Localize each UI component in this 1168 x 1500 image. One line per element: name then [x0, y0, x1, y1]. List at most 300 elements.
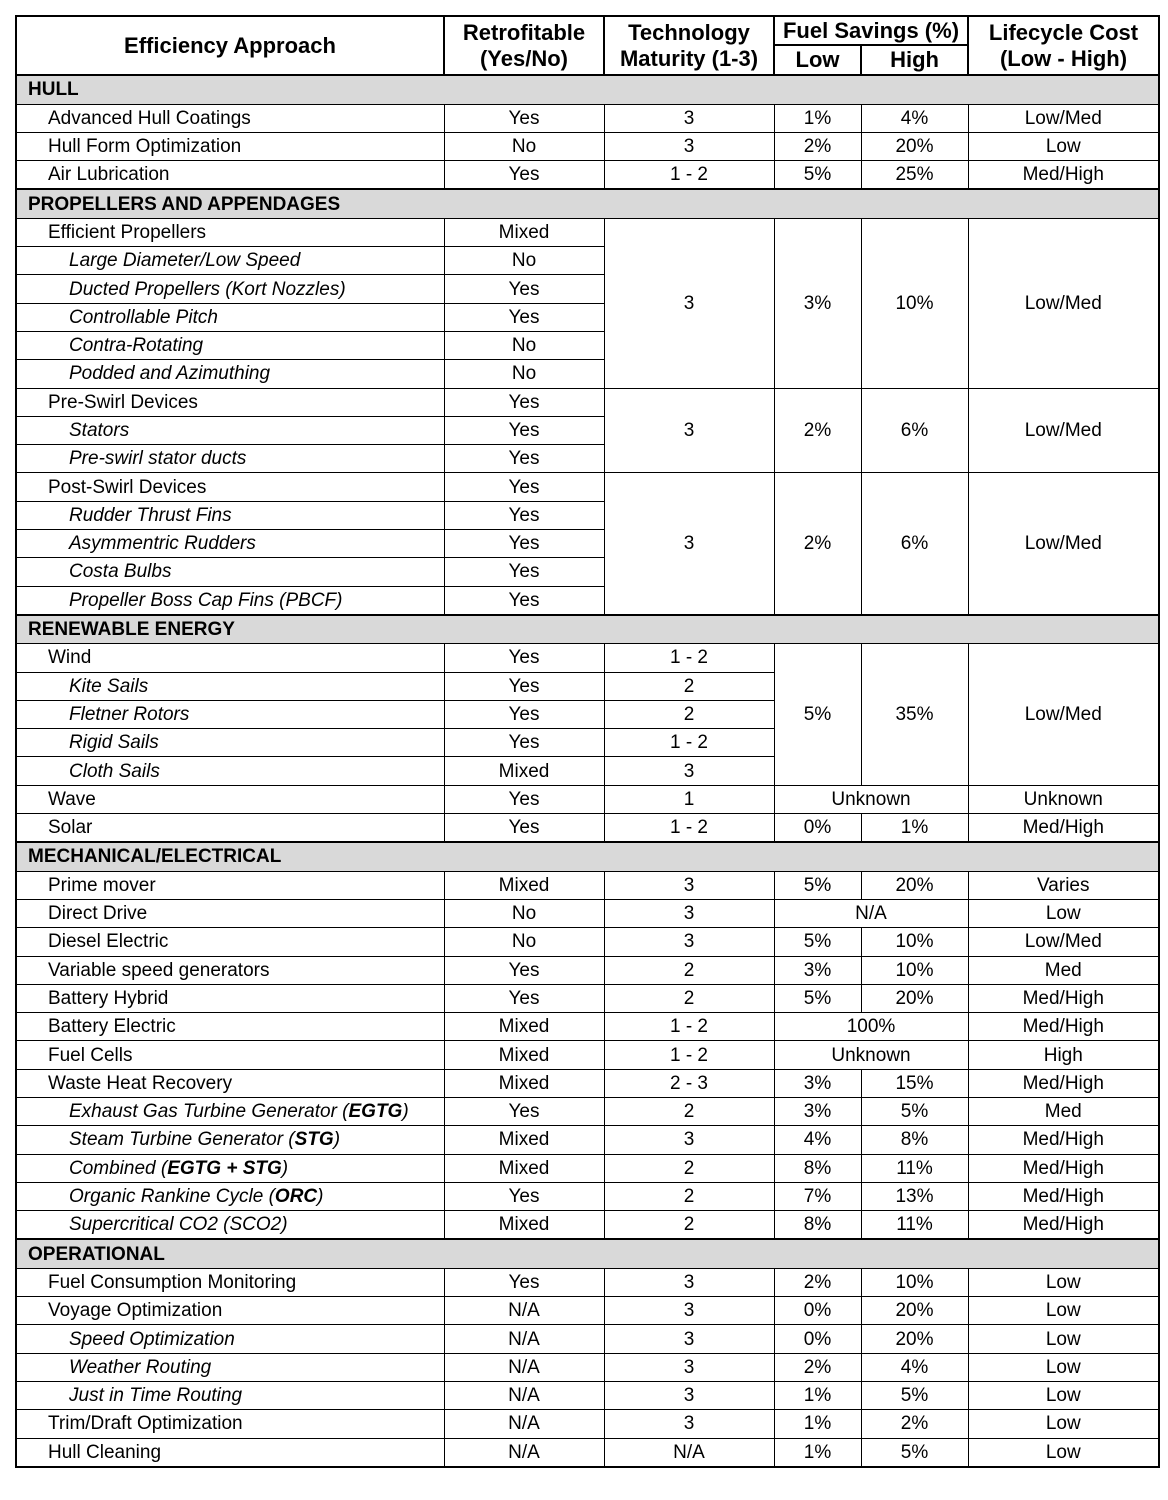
retrofitable-cell: Yes [444, 785, 604, 813]
maturity-cell: 3 [604, 1297, 774, 1325]
approach-name [16, 331, 444, 359]
table-row [16, 388, 1159, 416]
approach-label: Asymmentric Rudders [69, 533, 256, 555]
savings-high-cell: 8% [861, 1126, 968, 1154]
approach-label: Fletner Rotors [69, 703, 190, 725]
table-header [16, 16, 1159, 75]
savings-low-cell: 1% [774, 104, 861, 132]
approach-name [16, 132, 444, 160]
approach-name [16, 984, 444, 1012]
maturity-cell: 1 - 2 [604, 814, 774, 843]
approach-name [16, 473, 444, 501]
approach-name [16, 360, 444, 388]
maturity-cell: 3 [604, 132, 774, 160]
retrofitable-cell: N/A [444, 1353, 604, 1381]
retrofitable-cell: No [444, 331, 604, 359]
maturity-cell: N/A [604, 1438, 774, 1467]
retrofitable-cell: Yes [444, 586, 604, 615]
savings-low-cell: 2% [774, 1268, 861, 1296]
retrofitable-cell: Yes [444, 956, 604, 984]
retrofitable-cell: Yes [444, 416, 604, 444]
approach-name [16, 445, 444, 473]
fuel-savings-cell: 100% [774, 1013, 968, 1041]
approach-name [16, 1325, 444, 1353]
efficiency-approaches-table [15, 15, 1160, 1468]
maturity-cell: 2 [604, 984, 774, 1012]
approach-label: Hull Form Optimization [48, 136, 242, 158]
table-subrow [16, 1381, 1159, 1409]
maturity-cell: 1 - 2 [604, 1013, 774, 1041]
approach-label-suffix: ) [402, 1101, 409, 1123]
savings-high-cell: 15% [861, 1069, 968, 1097]
section-header-row [16, 189, 1159, 218]
approach-label: Wind [48, 647, 92, 669]
approach-label: Pre-Swirl Devices [48, 391, 198, 413]
savings-low-cell: 3% [774, 218, 861, 388]
approach-label: Rigid Sails [69, 732, 159, 754]
retrofitable-cell: Yes [444, 700, 604, 728]
maturity-cell: 2 [604, 700, 774, 728]
retrofitable-cell: Yes [444, 1182, 604, 1210]
retrofitable-cell: Yes [444, 501, 604, 529]
table-subrow [16, 1154, 1159, 1182]
retrofitable-cell: N/A [444, 1410, 604, 1438]
lifecycle-cost-cell: Low [968, 899, 1159, 927]
maturity-cell: 2 [604, 956, 774, 984]
savings-high-cell: 1% [861, 814, 968, 843]
approach-name [16, 956, 444, 984]
retrofitable-cell: N/A [444, 1381, 604, 1409]
approach-label: Post-Swirl Devices [48, 476, 207, 498]
savings-high-cell: 6% [861, 473, 968, 615]
approach-label: Prime mover [48, 874, 156, 896]
savings-high-cell: 11% [861, 1211, 968, 1240]
retrofitable-cell: Yes [444, 161, 604, 190]
approach-name [16, 586, 444, 615]
approach-label: Variable speed generators [48, 959, 270, 981]
table-subrow [16, 1211, 1159, 1240]
maturity-cell: 3 [604, 1410, 774, 1438]
approach-name [16, 1182, 444, 1210]
approach-name [16, 161, 444, 190]
approach-label: Steam Turbine Generator ( [69, 1129, 295, 1151]
approach-label: Hull Cleaning [48, 1441, 162, 1463]
maturity-cell: 3 [604, 1126, 774, 1154]
table-row [16, 218, 1159, 246]
retrofitable-cell: No [444, 928, 604, 956]
table-row [16, 104, 1159, 132]
table-row [16, 644, 1159, 672]
retrofitable-cell: Yes [444, 275, 604, 303]
maturity-cell: 1 - 2 [604, 161, 774, 190]
approach-name [16, 672, 444, 700]
approach-label: Battery Electric [48, 1016, 176, 1038]
approach-label: Voyage Optimization [48, 1300, 223, 1322]
lifecycle-cost-cell: Low [968, 1268, 1159, 1296]
approach-name [16, 247, 444, 275]
savings-low-cell: 1% [774, 1410, 861, 1438]
lifecycle-cost-cell: Low/Med [968, 388, 1159, 473]
approach-label-suffix: ) [281, 1157, 289, 1179]
savings-low-cell: 3% [774, 956, 861, 984]
approach-abbreviation: EGTG + STG [167, 1157, 282, 1179]
table-row [16, 956, 1159, 984]
approach-name [16, 1013, 444, 1041]
approach-label: Weather Routing [69, 1356, 212, 1378]
table-row [16, 928, 1159, 956]
approach-label: Wave [48, 788, 96, 810]
approach-name [16, 1097, 444, 1125]
section-header-row [16, 75, 1159, 104]
approach-label: Controllable Pitch [69, 306, 218, 328]
retrofitable-cell: No [444, 132, 604, 160]
savings-low-cell: 0% [774, 1325, 861, 1353]
retrofitable-cell: Yes [444, 104, 604, 132]
savings-low-cell: 8% [774, 1154, 861, 1182]
savings-low-cell: 2% [774, 473, 861, 615]
lifecycle-cost-cell: Low/Med [968, 473, 1159, 615]
retrofitable-cell: Yes [444, 672, 604, 700]
retrofitable-cell: Mixed [444, 757, 604, 785]
header-retrofitable: Retrofitable (Yes/No) [444, 16, 604, 75]
retrofitable-cell: No [444, 899, 604, 927]
retrofitable-cell: No [444, 247, 604, 275]
retrofitable-cell: Yes [444, 1268, 604, 1296]
approach-label: Trim/Draft Optimization [48, 1413, 243, 1435]
retrofitable-cell: Yes [444, 388, 604, 416]
approach-label: Kite Sails [69, 675, 149, 697]
approach-name [16, 1268, 444, 1296]
savings-high-cell: 20% [861, 1325, 968, 1353]
savings-low-cell: 2% [774, 388, 861, 473]
approach-label: Speed Optimization [69, 1328, 235, 1350]
maturity-cell: 2 - 3 [604, 1069, 774, 1097]
approach-name [16, 1211, 444, 1240]
savings-low-cell: 5% [774, 644, 861, 785]
approach-abbreviation: EGTG [348, 1101, 403, 1123]
table-body [16, 75, 1159, 1467]
table-row [16, 871, 1159, 899]
approach-label: Just in Time Routing [69, 1385, 243, 1407]
approach-name [16, 275, 444, 303]
savings-low-cell: 5% [774, 984, 861, 1012]
maturity-cell: 2 [604, 1211, 774, 1240]
retrofitable-cell: Yes [444, 644, 604, 672]
lifecycle-cost-cell: Varies [968, 871, 1159, 899]
approach-label: Fuel Consumption Monitoring [48, 1271, 297, 1293]
table-row [16, 1268, 1159, 1296]
section-title: RENEWABLE ENERGY [16, 615, 1159, 644]
approach-name [16, 501, 444, 529]
savings-high-cell: 35% [861, 644, 968, 785]
savings-high-cell: 20% [861, 984, 968, 1012]
approach-name [16, 1041, 444, 1069]
approach-label: Exhaust Gas Turbine Generator ( [69, 1101, 349, 1123]
table-row [16, 814, 1159, 843]
savings-high-cell: 10% [861, 1268, 968, 1296]
header-efficiency-approach: Efficiency Approach [16, 16, 444, 75]
savings-high-cell: 2% [861, 1410, 968, 1438]
section-title: MECHANICAL/ELECTRICAL [16, 842, 1159, 871]
savings-low-cell: 4% [774, 1126, 861, 1154]
approach-label: Propeller Boss Cap Fins (PBCF) [69, 589, 343, 611]
savings-low-cell: 1% [774, 1381, 861, 1409]
approach-label: Ducted Propellers (Kort Nozzles) [69, 278, 346, 300]
approach-name [16, 1297, 444, 1325]
table-subrow [16, 1325, 1159, 1353]
savings-low-cell: 3% [774, 1069, 861, 1097]
approach-label: Battery Hybrid [48, 987, 169, 1009]
approach-name [16, 899, 444, 927]
retrofitable-cell: Yes [444, 729, 604, 757]
section-title: OPERATIONAL [16, 1239, 1159, 1268]
approach-name [16, 218, 444, 246]
lifecycle-cost-cell: Med/High [968, 984, 1159, 1012]
approach-name [16, 1154, 444, 1182]
approach-label: Large Diameter/Low Speed [69, 250, 301, 272]
savings-high-cell: 25% [861, 161, 968, 190]
approach-name [16, 104, 444, 132]
lifecycle-cost-cell: Med/High [968, 1182, 1159, 1210]
approach-abbreviation: STG [294, 1129, 334, 1151]
retrofitable-cell: Yes [444, 984, 604, 1012]
lifecycle-cost-cell: Low [968, 1297, 1159, 1325]
approach-name [16, 303, 444, 331]
lifecycle-cost-cell: Low [968, 1438, 1159, 1467]
retrofitable-cell: Yes [444, 445, 604, 473]
table-row [16, 1438, 1159, 1467]
table-subrow [16, 1097, 1159, 1125]
approach-label: Advanced Hull Coatings [48, 107, 251, 129]
approach-label: Contra-Rotating [69, 335, 204, 357]
lifecycle-cost-cell: Low [968, 1353, 1159, 1381]
lifecycle-cost-cell: Med/High [968, 1069, 1159, 1097]
retrofitable-cell: Mixed [444, 871, 604, 899]
header-savings-low: Low [774, 45, 861, 75]
maturity-cell: 3 [604, 757, 774, 785]
lifecycle-cost-cell: Med [968, 1097, 1159, 1125]
maturity-cell: 3 [604, 1268, 774, 1296]
approach-name [16, 785, 444, 813]
header-savings-high: High [861, 45, 968, 75]
table-row [16, 1069, 1159, 1097]
approach-label-suffix: ) [333, 1129, 341, 1151]
lifecycle-cost-cell: Low/Med [968, 928, 1159, 956]
lifecycle-cost-cell: Med [968, 956, 1159, 984]
lifecycle-cost-cell: High [968, 1041, 1159, 1069]
maturity-cell: 2 [604, 672, 774, 700]
savings-low-cell: 0% [774, 1297, 861, 1325]
savings-high-cell: 11% [861, 1154, 968, 1182]
approach-label: Costa Bulbs [69, 561, 172, 583]
header-lifecycle-cost: Lifecycle Cost (Low - High) [968, 16, 1159, 75]
retrofitable-cell: Mixed [444, 1069, 604, 1097]
approach-name [16, 644, 444, 672]
retrofitable-cell: Mixed [444, 1013, 604, 1041]
approach-name [16, 1381, 444, 1409]
approach-name [16, 558, 444, 586]
lifecycle-cost-cell: Low/Med [968, 218, 1159, 388]
retrofitable-cell: Yes [444, 814, 604, 843]
savings-low-cell: 5% [774, 928, 861, 956]
table-row [16, 1297, 1159, 1325]
table-row [16, 1410, 1159, 1438]
maturity-cell: 1 - 2 [604, 644, 774, 672]
maturity-cell: 3 [604, 928, 774, 956]
lifecycle-cost-cell: Low/Med [968, 644, 1159, 785]
approach-name [16, 388, 444, 416]
maturity-cell: 1 [604, 785, 774, 813]
lifecycle-cost-cell: Med/High [968, 814, 1159, 843]
approach-name [16, 1410, 444, 1438]
savings-high-cell: 20% [861, 871, 968, 899]
savings-low-cell: 1% [774, 1438, 861, 1467]
savings-low-cell: 8% [774, 1211, 861, 1240]
approach-label-suffix: ) [317, 1186, 324, 1208]
lifecycle-cost-cell: Low [968, 1381, 1159, 1409]
approach-label: Podded and Azimuthing [69, 363, 271, 385]
savings-low-cell: 2% [774, 132, 861, 160]
section-title: HULL [16, 75, 1159, 104]
fuel-savings-cell: Unknown [774, 1041, 968, 1069]
savings-high-cell: 10% [861, 928, 968, 956]
section-title: PROPELLERS AND APPENDAGES [16, 189, 1159, 218]
approach-label: Combined ( [69, 1157, 168, 1179]
retrofitable-cell: Mixed [444, 1154, 604, 1182]
section-header-row [16, 842, 1159, 871]
retrofitable-cell: N/A [444, 1297, 604, 1325]
header-technology-maturity: Technology Maturity (1-3) [604, 16, 774, 75]
approach-name [16, 700, 444, 728]
retrofitable-cell: Mixed [444, 1211, 604, 1240]
approach-label: Fuel Cells [48, 1044, 133, 1066]
maturity-cell: 2 [604, 1182, 774, 1210]
lifecycle-cost-cell: Low [968, 132, 1159, 160]
table-row [16, 899, 1159, 927]
savings-low-cell: 5% [774, 871, 861, 899]
approach-name [16, 530, 444, 558]
retrofitable-cell: Yes [444, 558, 604, 586]
maturity-cell: 3 [604, 104, 774, 132]
savings-high-cell: 4% [861, 1353, 968, 1381]
savings-high-cell: 10% [861, 956, 968, 984]
lifecycle-cost-cell: Med/High [968, 1013, 1159, 1041]
section-header-row [16, 615, 1159, 644]
savings-high-cell: 4% [861, 104, 968, 132]
maturity-cell: 1 - 2 [604, 1041, 774, 1069]
retrofitable-cell: Yes [444, 303, 604, 331]
maturity-cell: 3 [604, 1381, 774, 1409]
approach-name [16, 928, 444, 956]
savings-high-cell: 13% [861, 1182, 968, 1210]
approach-name [16, 1353, 444, 1381]
table-row [16, 1041, 1159, 1069]
table-row [16, 132, 1159, 160]
approach-name [16, 729, 444, 757]
table-row [16, 473, 1159, 501]
approach-label: Cloth Sails [69, 760, 160, 782]
maturity-cell: 2 [604, 1154, 774, 1182]
approach-name [16, 1069, 444, 1097]
approach-name [16, 1438, 444, 1467]
savings-high-cell: 20% [861, 1297, 968, 1325]
retrofitable-cell: N/A [444, 1325, 604, 1353]
table-row [16, 1013, 1159, 1041]
approach-label: Diesel Electric [48, 931, 169, 953]
maturity-cell: 3 [604, 871, 774, 899]
savings-high-cell: 5% [861, 1438, 968, 1467]
approach-label: Pre-swirl stator ducts [69, 448, 247, 470]
lifecycle-cost-cell: Low/Med [968, 104, 1159, 132]
lifecycle-cost-cell: Unknown [968, 785, 1159, 813]
maturity-cell: 3 [604, 1325, 774, 1353]
approach-label: Supercritical CO2 (SCO2) [69, 1214, 288, 1236]
retrofitable-cell: Mixed [444, 1126, 604, 1154]
savings-low-cell: 5% [774, 161, 861, 190]
retrofitable-cell: No [444, 360, 604, 388]
retrofitable-cell: Yes [444, 530, 604, 558]
lifecycle-cost-cell: Low [968, 1325, 1159, 1353]
section-header-row [16, 1239, 1159, 1268]
table-subrow [16, 1353, 1159, 1381]
table-row [16, 785, 1159, 813]
table-row [16, 161, 1159, 190]
table-subrow [16, 1126, 1159, 1154]
savings-low-cell: 3% [774, 1097, 861, 1125]
fuel-savings-cell: Unknown [774, 785, 968, 813]
savings-low-cell: 7% [774, 1182, 861, 1210]
retrofitable-cell: Yes [444, 1097, 604, 1125]
maturity-cell: 3 [604, 388, 774, 473]
approach-label: Solar [48, 817, 93, 839]
header-fuel-savings: Fuel Savings (%) [774, 16, 968, 45]
savings-low-cell: 0% [774, 814, 861, 843]
retrofitable-cell: N/A [444, 1438, 604, 1467]
retrofitable-cell: Yes [444, 473, 604, 501]
approach-name [16, 416, 444, 444]
maturity-cell: 3 [604, 473, 774, 615]
maturity-cell: 3 [604, 1353, 774, 1381]
approach-name [16, 871, 444, 899]
savings-high-cell: 20% [861, 132, 968, 160]
table-subrow [16, 1182, 1159, 1210]
maturity-cell: 3 [604, 899, 774, 927]
lifecycle-cost-cell: Low [968, 1410, 1159, 1438]
savings-high-cell: 5% [861, 1381, 968, 1409]
fuel-savings-cell: N/A [774, 899, 968, 927]
retrofitable-cell: Mixed [444, 218, 604, 246]
retrofitable-cell: Mixed [444, 1041, 604, 1069]
approach-label: Efficient Propellers [48, 221, 207, 243]
approach-name [16, 814, 444, 843]
savings-high-cell: 10% [861, 218, 968, 388]
approach-label: Air Lubrication [48, 164, 170, 186]
approach-label: Direct Drive [48, 903, 148, 925]
maturity-cell: 3 [604, 218, 774, 388]
savings-high-cell: 6% [861, 388, 968, 473]
approach-label: Rudder Thrust Fins [69, 504, 232, 526]
savings-low-cell: 2% [774, 1353, 861, 1381]
lifecycle-cost-cell: Med/High [968, 161, 1159, 190]
approach-abbreviation: ORC [274, 1186, 318, 1208]
approach-label: Stators [69, 420, 130, 441]
lifecycle-cost-cell: Med/High [968, 1211, 1159, 1240]
approach-label: Waste Heat Recovery [48, 1072, 233, 1094]
approach-label: Organic Rankine Cycle ( [69, 1186, 275, 1208]
lifecycle-cost-cell: Med/High [968, 1154, 1159, 1182]
table-row [16, 984, 1159, 1012]
maturity-cell: 1 - 2 [604, 729, 774, 757]
